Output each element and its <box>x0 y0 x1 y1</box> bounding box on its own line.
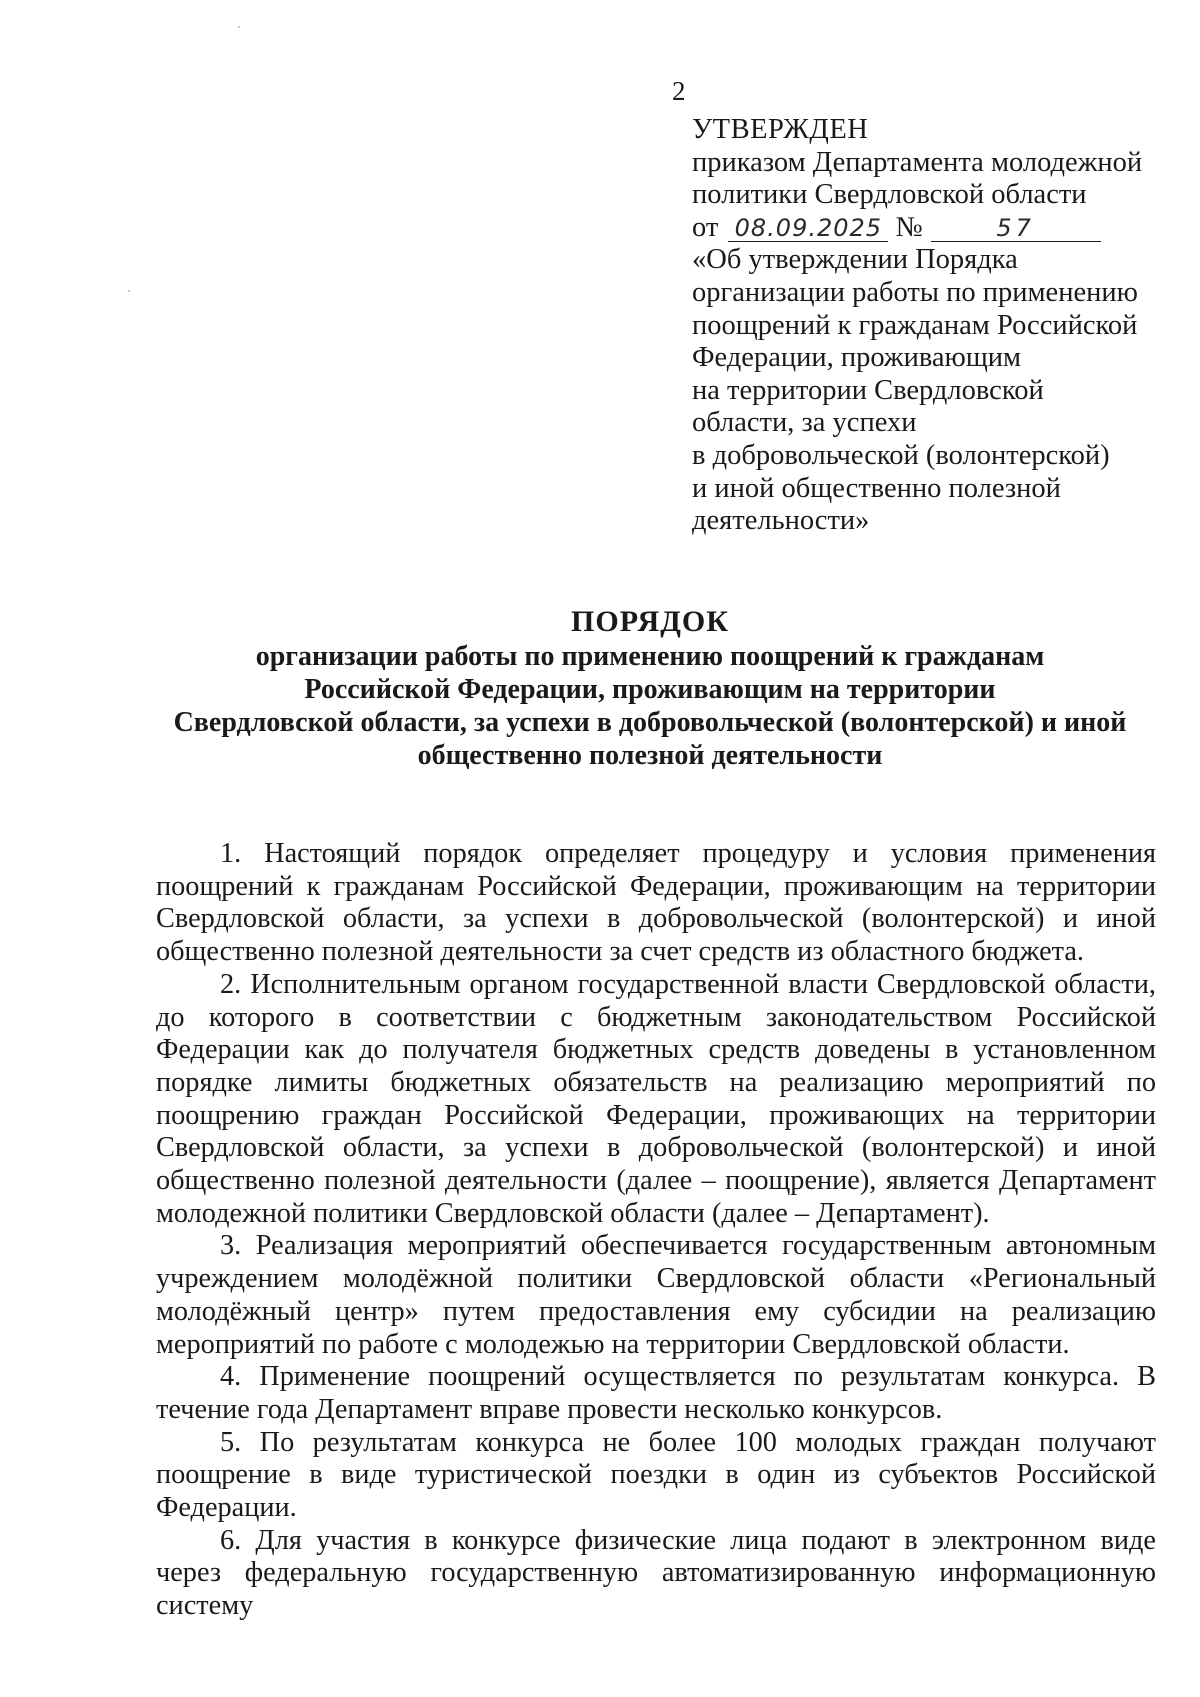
order-title-line: «Об утверждении Порядка <box>692 244 1018 276</box>
page-number: 2 <box>672 76 686 106</box>
scan-speck <box>238 26 240 28</box>
from-prefix: от <box>692 211 719 243</box>
document-subtitle-line: организации работы по применению поощрений к гражданам <box>255 641 1045 672</box>
document-title: ПОРЯДОК <box>571 605 729 638</box>
handwritten-date: 08.09.2025 <box>728 215 888 242</box>
number-sign: № <box>895 211 923 243</box>
approval-line-1: приказом Департамента молодежной <box>692 146 1143 178</box>
order-date-number-line <box>692 212 1162 245</box>
order-title-line: и иной общественно полезной <box>692 472 1061 504</box>
order-title-line: организации работы по применению <box>692 276 1138 308</box>
order-title-line: Федерации, проживающим <box>692 342 1022 374</box>
paragraph-5: 5. По результатам конкурса не более 100 молодых граждан получают поощрение в виде туристической поездки в один из субъектов Российской Федерации. <box>156 1426 1156 1524</box>
approval-stamp-block <box>692 114 1162 538</box>
paragraph-2: 2. Исполнительным органом государственной власти Свердловской области, до которого в соответствии с бюджетным законодательством Российской Федерации как до получателя бюджетных средств доведены в установленном порядке лимиты бюджетных обязательств на реализацию мероприятий по поощрению граждан Российской Федерации, проживающих на территории Свердловской области, за успехи в добровольческой (волонтерской) и иной общественно полезной деятельности (далее – поощрение), является Департамент молодежной политики Свердловской области (далее – Департамент). <box>156 968 1156 1229</box>
document-subtitle-line: общественно полезной деятельности <box>417 740 883 771</box>
order-title-line: поощрений к гражданам Российской <box>692 309 1138 341</box>
paragraph-4: 4. Применение поощрений осуществляется по результатам конкурса. В течение года Департамент вправе провести несколько конкурсов. <box>156 1361 1156 1425</box>
handwritten-order-number: 57 <box>931 215 1101 242</box>
approval-line-2: политики Свердловской области <box>692 179 1087 211</box>
document-subtitle-line: Свердловской области, за успехи в добровольческой (волонтерской) и иной <box>173 707 1127 738</box>
paragraph-1: 1. Настоящий порядок определяет процедуру и условия применения поощрений к гражданам Российской Федерации, проживающим на территории Свердловской области, за успехи в добровольческой (волонтерской) и иной общественно полезной деятельности за счет средств из областного бюджета. <box>156 838 1156 968</box>
document-body <box>156 838 1156 1623</box>
order-title-line: в добровольческой (волонтерской) <box>692 439 1110 471</box>
scan-speck <box>128 290 130 292</box>
paragraph-3: 3. Реализация мероприятий обеспечивается государственным автономным учреждением молодёжной политики Свердловской области «Региональный молодёжный центр» путем предоставления ему субсидии на реализацию мероприятий по работе с молодежью на территории Свердловской области. <box>156 1230 1156 1360</box>
document-heading <box>150 604 1150 772</box>
order-title-line: деятельности» <box>692 505 870 537</box>
order-title-line: области, за успехи <box>692 407 917 439</box>
order-title-line: на территории Свердловской <box>692 374 1044 406</box>
document-subtitle-line: Российской Федерации, проживающим на территории <box>304 674 996 705</box>
approval-title: УТВЕРЖДЕН <box>692 114 869 145</box>
paragraph-6: 6. Для участия в конкурсе физические лица подают в электронном виде через федеральную государственную автоматизированную информационную систему <box>156 1524 1156 1622</box>
